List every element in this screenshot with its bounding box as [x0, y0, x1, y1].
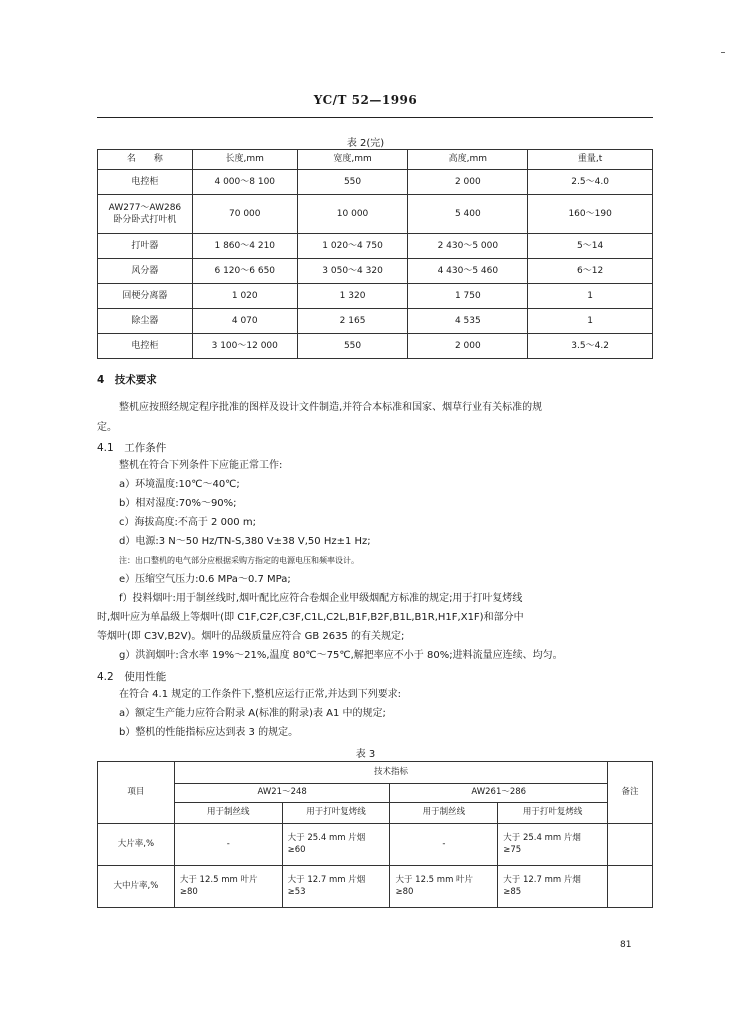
cell-remark — [608, 866, 653, 908]
cell-height: 1 750 — [408, 284, 528, 309]
cell-line: ≥75 — [503, 844, 522, 855]
col-weight-header: 重量,t — [528, 150, 653, 170]
item-f-line3: 等烟叶(即 C3V,B2V)。烟叶的品级质量应符合 GB 2635 的有关规定; — [97, 631, 405, 642]
cell-line: 大于 25.4 mm 片烟 — [503, 833, 581, 844]
cell-length: 1 020 — [192, 284, 297, 309]
section-4-2-item-b: b）整机的性能指标应达到表 3 的规定。 — [119, 727, 299, 738]
col-length-header: 长度,mm — [192, 150, 297, 170]
cell-value — [282, 866, 390, 908]
cell-value: - — [174, 824, 282, 866]
cell-weight: 2.5～4.0 — [528, 170, 653, 195]
table-row — [98, 334, 653, 359]
table-header-row — [98, 803, 653, 824]
table-row — [98, 170, 653, 195]
header-rule — [97, 117, 653, 118]
page-number: 81 — [620, 940, 632, 950]
section-4-2-item-a: a）额定生产能力应符合附录 A(标准的附录)表 A1 中的规定; — [119, 708, 386, 719]
section-4-title: 4 技术要求 — [97, 374, 157, 386]
item-b: b）相对湿度:70%～90%; — [119, 498, 237, 509]
section-4-intro-line1: 整机应按照经规定程序批准的图样及设计文件制造,并符合本标准和国家、烟草行业有关标准的规 — [119, 402, 543, 413]
cell-length: 6 120～6 650 — [192, 259, 297, 284]
item-g: g）洪润烟叶:含水率 19%～21%,温度 80℃～75℃,解把率应不小于 80%;进料流量应连续、均匀。 — [119, 650, 563, 661]
cell-name: 打叶器 — [98, 234, 193, 259]
item-f-line2: 时,烟叶应为单晶级上等烟叶(即 C1F,C2F,C3F,C1L,C2L,B1F,B2F,B1L,B1R,H1F,X1F)和部分中 — [97, 612, 524, 623]
section-4-2-title: 4.2 使用性能 — [97, 671, 167, 683]
table-row — [98, 824, 653, 866]
cell-height: 2 000 — [408, 170, 528, 195]
section-4-2-intro: 在符合 4.1 规定的工作条件下,整机应运行正常,并达到下列要求: — [119, 689, 401, 700]
cell-value — [498, 824, 608, 866]
cell-line: ≥85 — [503, 886, 522, 897]
cell-weight: 160～190 — [528, 195, 653, 234]
item-e: e）压缩空气压力:0.6 MPa～0.7 MPa; — [119, 574, 291, 585]
col-name-header: 名 称 — [98, 150, 193, 170]
cell-line: ≥80 — [179, 886, 198, 897]
table-row — [98, 284, 653, 309]
table-row — [98, 259, 653, 284]
cell-width: 10 000 — [297, 195, 408, 234]
table-row — [98, 234, 653, 259]
cell-line: 大于 12.7 mm 片烟 — [287, 875, 366, 886]
cell-value: - — [390, 824, 498, 866]
cell-height: 4 535 — [408, 309, 528, 334]
sub-header: 用于制丝线 — [390, 803, 498, 824]
cell-weight: 6～12 — [528, 259, 653, 284]
cell-line: ≥80 — [395, 886, 414, 897]
cell-width: 550 — [297, 170, 408, 195]
cell-name: 除尘器 — [98, 309, 193, 334]
cell-value — [390, 866, 498, 908]
row-name: 大中片率,% — [98, 866, 175, 908]
scan-mark — [721, 52, 725, 53]
item-f-line1: f）投料烟叶:用于制丝线时,烟叶配比应符合卷烟企业甲级烟配方标准的规定;用于打叶复烤线 — [119, 593, 523, 604]
group1-header: AW21～248 — [174, 784, 390, 803]
sub-header: 用于打叶复烤线 — [282, 803, 390, 824]
standard-code-header: YC/T 52—1996 — [313, 93, 418, 107]
item-c: c）海拔高度:不高于 2 000 m; — [119, 517, 256, 528]
sub-header: 用于制丝线 — [174, 803, 282, 824]
section-4-1-title: 4.1 工作条件 — [97, 442, 167, 454]
remark-header: 备注 — [608, 762, 653, 824]
item-d: d）电源:3 N～50 Hz/TN-S,380 V±38 V,50 Hz±1 Hz; — [119, 536, 371, 547]
cell-line: 大于 12.5 mm 叶片 — [395, 875, 474, 886]
cell-weight: 5～14 — [528, 234, 653, 259]
cell-line: 大于 12.7 mm 片烟 — [503, 875, 581, 886]
cell-name: AW277～AW286 卧分卧式打叶机 — [98, 195, 193, 234]
row-name: 大片率,% — [98, 824, 175, 866]
cell-width: 1 020～4 750 — [297, 234, 408, 259]
tech-header: 技术指标 — [174, 762, 607, 784]
cell-weight: 1 — [528, 309, 653, 334]
table-row — [98, 309, 653, 334]
cell-name: 回梗分离器 — [98, 284, 193, 309]
cell-height: 4 430～5 460 — [408, 259, 528, 284]
cell-name: 风分器 — [98, 259, 193, 284]
table-header-row — [98, 150, 653, 170]
cell-length: 1 860～4 210 — [192, 234, 297, 259]
section-4-intro-line2: 定。 — [97, 422, 117, 433]
table3 — [97, 761, 653, 908]
section-4-1-intro: 整机在符合下列条件下应能正常工作: — [119, 460, 283, 471]
cell-weight: 1 — [528, 284, 653, 309]
cell-height: 5 400 — [408, 195, 528, 234]
cell-line: ≥53 — [287, 886, 306, 897]
table-header-row — [98, 762, 653, 784]
cell-line: ≥60 — [287, 844, 306, 855]
col-height-header: 高度,mm — [408, 150, 528, 170]
cell-value — [282, 824, 390, 866]
cell-length: 4 000～8 100 — [192, 170, 297, 195]
cell-length: 70 000 — [192, 195, 297, 234]
cell-line: 大于 12.5 mm 叶片 — [179, 875, 258, 886]
group2-header: AW261～286 — [390, 784, 608, 803]
cell-length: 3 100～12 000 — [192, 334, 297, 359]
item-a: a）环境温度:10℃～40℃; — [119, 479, 240, 490]
cell-width: 550 — [297, 334, 408, 359]
col-width-header: 宽度,mm — [297, 150, 408, 170]
sub-header: 用于打叶复烤线 — [498, 803, 608, 824]
cell-value — [174, 866, 282, 908]
cell-value — [498, 866, 608, 908]
cell-name: 电控柜 — [98, 170, 193, 195]
cell-width: 2 165 — [297, 309, 408, 334]
cell-line: 大于 25.4 mm 片烟 — [287, 833, 366, 844]
cell-name: 电控柜 — [98, 334, 193, 359]
cell-length: 4 070 — [192, 309, 297, 334]
cell-height: 2 430～5 000 — [408, 234, 528, 259]
table3-caption: 表 3 — [355, 749, 376, 760]
cell-width: 1 320 — [297, 284, 408, 309]
cell-width: 3 050～4 320 — [297, 259, 408, 284]
cell-remark — [608, 824, 653, 866]
table-row — [98, 195, 653, 234]
cell-height: 2 000 — [408, 334, 528, 359]
table2-caption: 表 2(完) — [346, 138, 385, 149]
cell-weight: 3.5～4.2 — [528, 334, 653, 359]
table2 — [97, 149, 653, 359]
table-header-row — [98, 784, 653, 803]
note: 注：出口整机的电气部分应根据采购方指定的电源电压和频率设计。 — [119, 556, 359, 565]
item-header: 项目 — [98, 762, 175, 824]
table-row — [98, 866, 653, 908]
